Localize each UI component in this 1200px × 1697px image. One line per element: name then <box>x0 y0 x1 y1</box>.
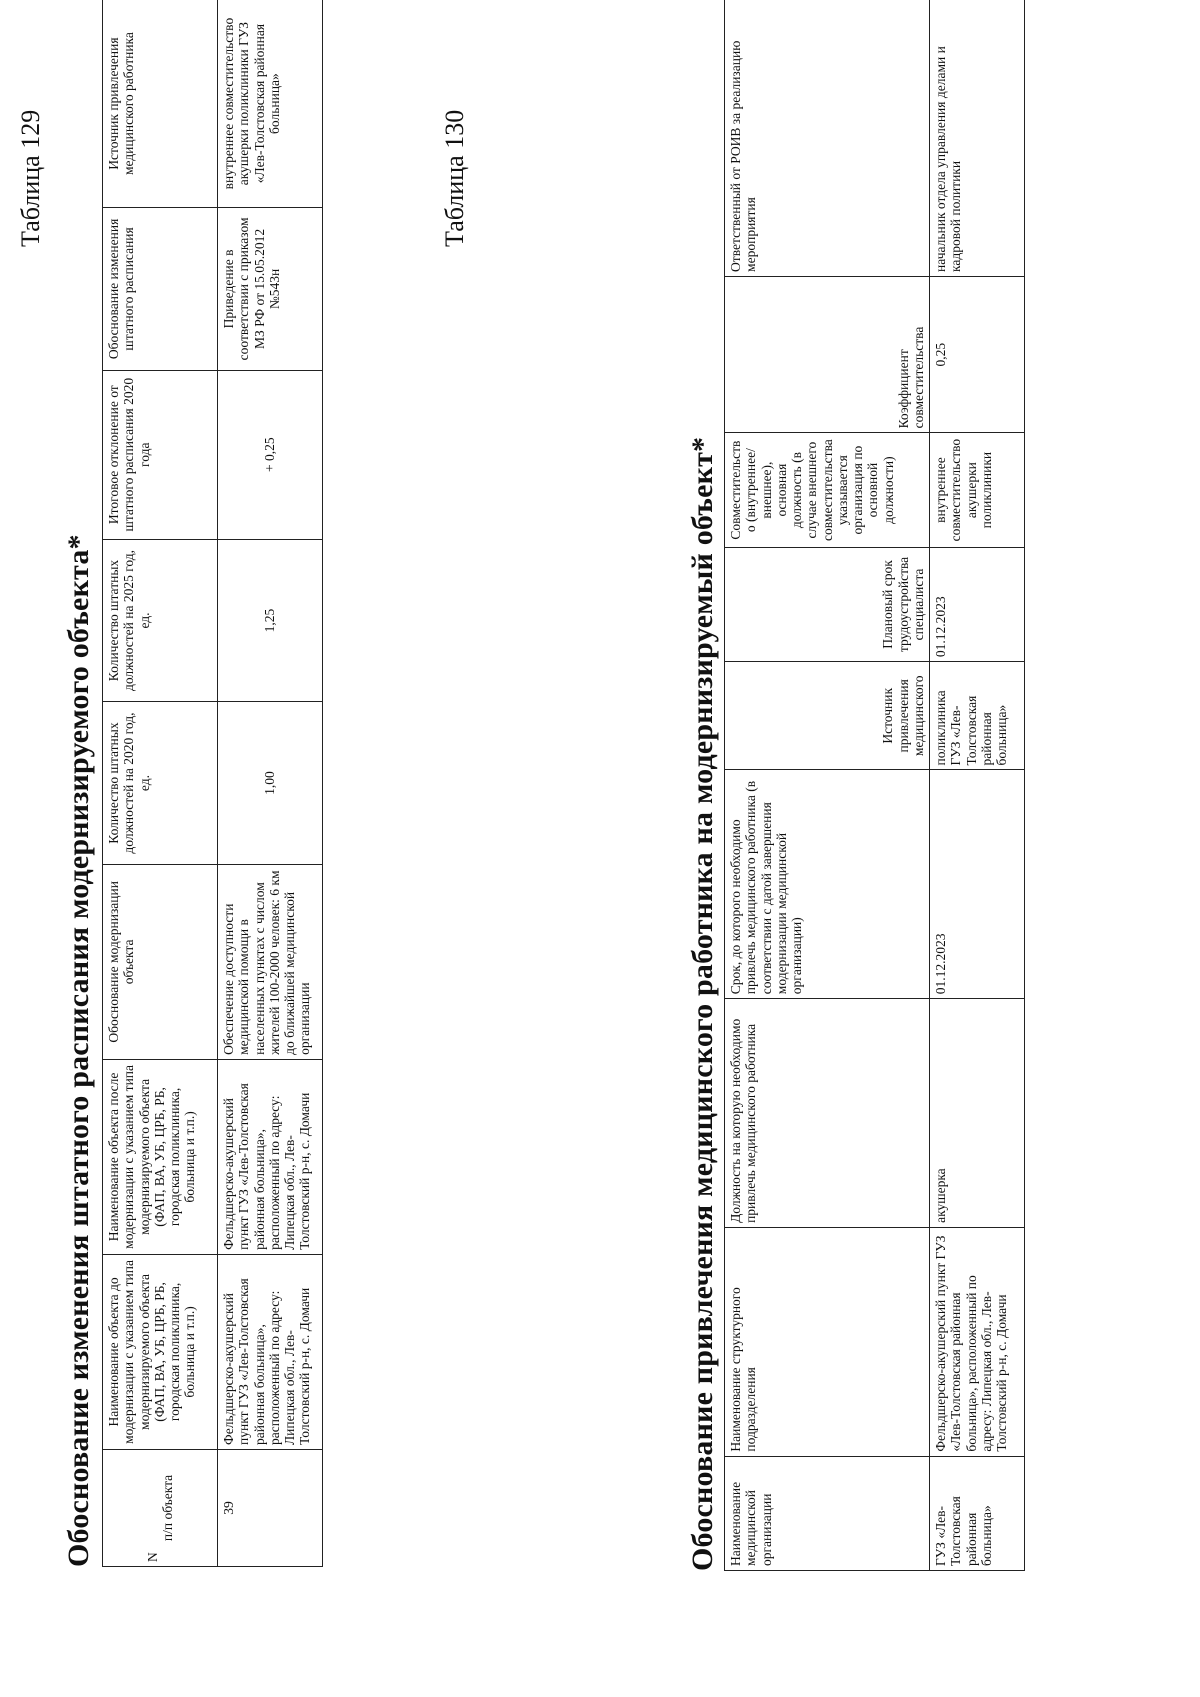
table-129-label: Таблица 129 <box>16 109 45 247</box>
table-130-label: Таблица 130 <box>440 109 469 247</box>
table-129-header-row <box>103 0 218 1567</box>
header-justification: Обоснование модернизации объекта <box>103 864 218 1059</box>
cell-source: внутреннее совместительство акушерки поликлиники ГУЗ «Лев-Толстовская районная больница» <box>218 0 323 208</box>
cell-combo: внутреннее совместительство акушерки поликлиники <box>930 433 1025 547</box>
cell-source: поликлиника ГУЗ «Лев-Толстовская районная больница» <box>930 662 1025 770</box>
header-combo: Совместительство (внутреннее/внешнее), основная должность (в случае внешнего совместительства указывается организация по основной должности) <box>725 433 930 547</box>
cell-num: 39 <box>218 1449 323 1566</box>
header-before: Наименование объекта до модернизации с указанием типа модернизируемого объекта (ФАП, ВА, УБ, ЦРБ, РБ, городская поликлиника, больница и т.п.) <box>103 1254 218 1449</box>
header-coef: Коэффициент совместительства <box>725 276 930 432</box>
table-129-title: Обоснование изменения штатного расписания модернизируемого объекта* <box>62 534 95 1567</box>
header-deviation: Итоговое отклонение от штатного расписания 2020 года <box>103 370 218 539</box>
cell-responsible: начальник отдела управления делами и кадровой политики <box>930 0 1025 276</box>
header-deadline: Срок, до которого необходимо привлечь медицинского работника (в соответствии с датой завершения модернизации медицинской организации) <box>725 770 930 999</box>
table-129 <box>102 0 323 1567</box>
header-source: Источник привлечения медицинского работника <box>103 0 218 208</box>
header-count-2020: Количество штатных должностей на 2020 год, ед. <box>103 702 218 865</box>
cell-after: Фельдшерско-акушерский пункт ГУЗ «Лев-Толстовская районная больница», расположенный по адресу: Липецкая обл., Лев-Толстовский р-н, с. Домачи <box>218 1059 323 1254</box>
header-change-basis: Обоснование изменения штатного расписания <box>103 208 218 371</box>
cell-deadline: 01.12.2023 <box>930 770 1025 999</box>
header-source: Источник привлечения медицинского <box>725 662 930 770</box>
header-responsible: Ответственный от РОИВ за реализацию мероприятия <box>725 0 930 276</box>
cell-deviation: + 0,25 <box>218 370 323 539</box>
cell-change-basis: Приведение в соответствии с приказом МЗ РФ от 15.05.2012 №543н <box>218 208 323 371</box>
cell-before: Фельдшерско-акушерский пункт ГУЗ «Лев-Толстовская районная больница», расположенный по адресу: Липецкая обл., Лев-Толстовский р-н, с. Домачи <box>218 1254 323 1449</box>
header-unit: Наименование структурного подразделения <box>725 1227 930 1456</box>
cell-count-2025: 1,25 <box>218 539 323 702</box>
table-130 <box>724 0 1025 1571</box>
table-row <box>218 0 323 1567</box>
header-planned: Плановый срок трудоустройства специалиста <box>725 547 930 661</box>
cell-planned: 01.12.2023 <box>930 547 1025 661</box>
cell-org: ГУЗ «Лев-Толстовская районная больница» <box>930 1456 1025 1570</box>
header-num: N п/п объекта <box>103 1449 218 1566</box>
table-130-header-row <box>725 0 930 1571</box>
header-after: Наименование объекта после модернизации с указанием типа модернизируемого объекта (ФАП, ВА, УБ, ЦРБ, РБ, городская поликлиника, больница и т.п.) <box>103 1059 218 1254</box>
table-row <box>930 0 1025 1571</box>
table-130-title: Обоснование привлечения медицинского работника на модернизируемый объект* <box>686 436 719 1571</box>
cell-position: акушерка <box>930 999 1025 1228</box>
cell-coef: 0,25 <box>930 276 1025 432</box>
cell-count-2020: 1,00 <box>218 702 323 865</box>
cell-unit: Фельдшерско-акушерский пункт ГУЗ «Лев-Толстовская районная больница», расположенный по адресу: Липецкая обл., Лев-Толстовский р-н, с. Домачи <box>930 1227 1025 1456</box>
header-org: Наименование медицинской организации <box>725 1456 930 1570</box>
cell-justification: Обеспечение доступности медицинской помощи в населенных пунктах с числом жителей 100-2000 человек: 6 км до ближайшей медицинской организации <box>218 864 323 1059</box>
header-position: Должность на которую необходимо привлечь медицинского работника <box>725 999 930 1228</box>
header-count-2025: Количество штатных должностей на 2025 год, ед. <box>103 539 218 702</box>
